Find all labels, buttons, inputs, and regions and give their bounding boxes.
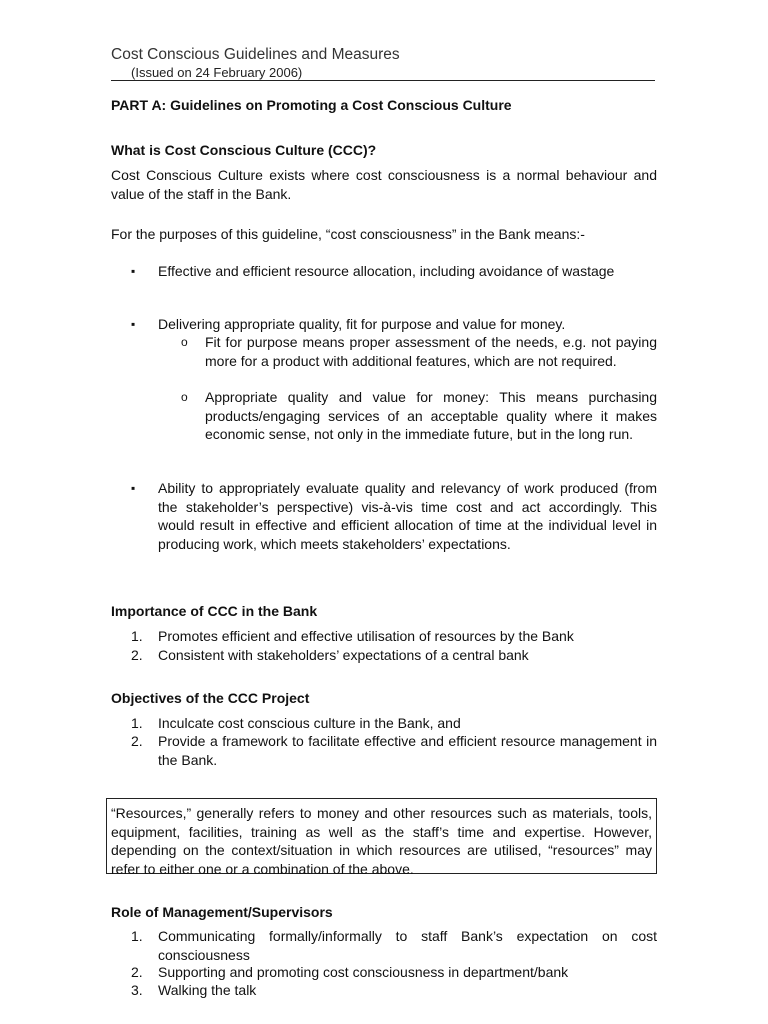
importance-item: Consistent with stakeholders’ expectations of a central bank	[158, 647, 529, 663]
bullet-item: Ability to appropriately evaluate quality and relevancy of work produced (from the stakeholder’s perspective) vis-à-vis time cost and act accordingly. This would result in effective and efficient allocation of time at the individual level in producing work, which meets stakeholders’ expectations.	[158, 480, 657, 552]
objective-item: Provide a framework to facilitate effective and efficient resource management in the Bank.	[158, 733, 657, 768]
list-number: 2.	[131, 733, 143, 749]
ccc-definition: Cost Conscious Culture exists where cost consciousness is a normal behaviour and value of the staff in the Bank.	[111, 167, 657, 202]
resources-note-box: “Resources,” generally refers to money and other resources such as materials, tools, equipment, facilities, training as well as the staff’s time and expertise. However, depending on the context/situation in which resources are utilised, “resources” may refer to either one or a combination of the above.	[106, 798, 657, 874]
sub-bullet-marker: o	[181, 390, 188, 404]
list-number: 1.	[131, 628, 143, 644]
role-heading: Role of Management/Supervisors	[111, 904, 333, 920]
role-item: Walking the talk	[158, 982, 257, 998]
sub-bullet-marker: o	[181, 335, 188, 349]
role-item: Supporting and promoting cost consciousness in department/bank	[158, 964, 569, 980]
objectives-heading: Objectives of the CCC Project	[111, 690, 310, 706]
list-number: 3.	[131, 982, 143, 998]
bullet-item: Delivering appropriate quality, fit for purpose and value for money.	[158, 316, 566, 332]
list-number: 2.	[131, 647, 143, 663]
document-header-title: Cost Conscious Guidelines and Measures	[111, 46, 400, 63]
bullet-item: Effective and efficient resource allocation, including avoidance of wastage	[158, 263, 615, 279]
bullet-marker: ▪	[131, 481, 136, 495]
bullet-marker: ▪	[131, 264, 136, 278]
what-is-ccc-heading: What is Cost Conscious Culture (CCC)?	[111, 142, 377, 158]
issued-date: (Issued on 24 February 2006)	[131, 65, 303, 80]
bullet-marker: ▪	[131, 317, 136, 331]
importance-item: Promotes efficient and effective utilisation of resources by the Bank	[158, 628, 574, 644]
purposes-text: For the purposes of this guideline, “cost consciousness” in the Bank means:-	[111, 226, 585, 242]
importance-heading: Importance of CCC in the Bank	[111, 603, 318, 619]
header-rule	[111, 80, 655, 81]
list-number: 2.	[131, 964, 143, 980]
list-number: 1.	[131, 928, 143, 944]
list-number: 1.	[131, 715, 143, 731]
sub-bullet-item: Appropriate quality and value for money: This means purchasing products/engaging services of an acceptable quality where it makes economic sense, not only in the immediate future, but in the long run.	[205, 389, 657, 442]
objective-item: Inculcate cost conscious culture in the Bank, and	[158, 715, 461, 731]
sub-bullet-item: Fit for purpose means proper assessment of the needs, e.g. not paying more for a product with additional features, which are not required.	[205, 334, 657, 369]
part-a-title: PART A: Guidelines on Promoting a Cost Conscious Culture	[111, 97, 512, 113]
role-item: Communicating formally/informally to staff Bank’s expectation on cost consciousness	[158, 928, 657, 963]
